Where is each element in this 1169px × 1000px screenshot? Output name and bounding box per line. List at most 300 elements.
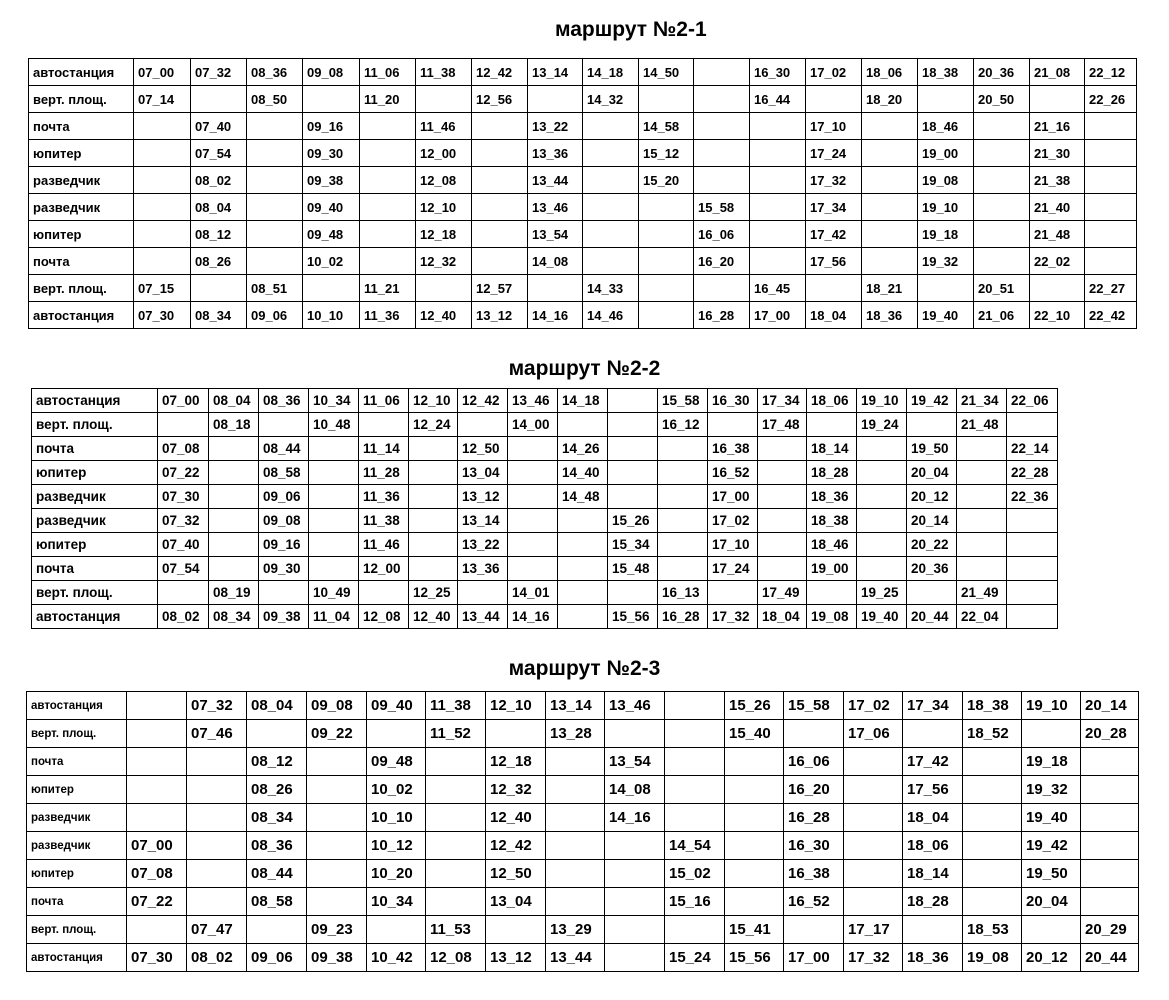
departure-time: 12_18 [486,748,546,776]
stop-name: автостанция [29,59,134,86]
departure-time [957,533,1007,557]
departure-time: 12_00 [359,557,409,581]
departure-time: 16_20 [784,776,844,804]
departure-time: 22_06 [1007,389,1058,413]
departure-time: 10_34 [367,888,426,916]
departure-time [583,221,639,248]
departure-time: 21_48 [957,413,1007,437]
departure-time: 17_17 [844,916,903,944]
departure-time: 13_14 [458,509,508,533]
departure-time: 20_36 [974,59,1030,86]
departure-time [957,485,1007,509]
departure-time: 07_22 [158,461,209,485]
departure-time [307,832,367,860]
departure-time [259,581,309,605]
departure-time [247,113,303,140]
departure-time [209,437,259,461]
departure-time: 12_10 [409,389,458,413]
departure-time: 08_12 [247,748,307,776]
departure-time [472,194,528,221]
departure-time [758,485,807,509]
stop-name: автостанция [27,944,127,972]
departure-time [307,804,367,832]
departure-time [974,113,1030,140]
departure-time [758,557,807,581]
departure-time: 18_28 [807,461,857,485]
departure-time [247,720,307,748]
departure-time [1030,275,1085,302]
departure-time: 16_30 [708,389,758,413]
departure-time: 19_50 [1022,860,1081,888]
departure-time [1081,860,1139,888]
departure-time [558,533,608,557]
departure-time: 17_02 [806,59,862,86]
departure-time: 16_12 [658,413,708,437]
departure-time: 18_04 [806,302,862,329]
departure-time [963,776,1022,804]
departure-time: 14_33 [583,275,639,302]
departure-time [247,167,303,194]
departure-time: 18_06 [903,832,963,860]
stop-name: разведчик [29,167,134,194]
departure-time: 13_36 [458,557,508,581]
departure-time: 12_42 [458,389,508,413]
departure-time: 18_46 [918,113,974,140]
departure-time [546,832,605,860]
departure-time [528,275,583,302]
departure-time [309,461,359,485]
departure-time: 20_44 [907,605,957,629]
departure-time [458,413,508,437]
departure-time [694,167,750,194]
departure-time [862,248,918,275]
departure-time: 21_38 [1030,167,1085,194]
departure-time: 22_14 [1007,437,1058,461]
departure-time: 16_06 [784,748,844,776]
schedule-row [27,720,1139,748]
departure-time: 17_42 [806,221,862,248]
departure-time: 19_42 [907,389,957,413]
departure-time [903,916,963,944]
departure-time: 20_12 [1022,944,1081,972]
departure-time [658,509,708,533]
schedule-row [27,888,1139,916]
departure-time: 11_38 [416,59,472,86]
stop-name: автостанция [32,605,158,629]
departure-time: 15_56 [725,944,784,972]
departure-time: 18_52 [963,720,1022,748]
departure-time: 13_12 [486,944,546,972]
departure-time: 17_56 [903,776,963,804]
departure-time: 21_30 [1030,140,1085,167]
departure-time [694,275,750,302]
schedule-row [29,86,1137,113]
departure-time [608,389,658,413]
departure-time: 12_40 [416,302,472,329]
departure-time [807,413,857,437]
departure-time: 19_32 [918,248,974,275]
schedule-table-route-2-2 [31,388,1058,629]
departure-time: 22_10 [1030,302,1085,329]
departure-time [558,605,608,629]
departure-time: 14_16 [605,804,665,832]
departure-time: 21_48 [1030,221,1085,248]
departure-time [583,248,639,275]
departure-time: 19_18 [918,221,974,248]
departure-time: 20_14 [907,509,957,533]
departure-time [134,140,191,167]
departure-time: 08_58 [259,461,309,485]
departure-time: 19_50 [907,437,957,461]
departure-time: 14_00 [508,413,558,437]
departure-time: 22_26 [1085,86,1137,113]
departure-time: 08_34 [209,605,259,629]
stop-name: разведчик [27,832,127,860]
departure-time [1085,248,1137,275]
departure-time: 15_16 [665,888,725,916]
departure-time [134,113,191,140]
departure-time: 08_02 [158,605,209,629]
departure-time [784,720,844,748]
stop-name: автостанция [27,692,127,720]
departure-time [957,461,1007,485]
departure-time: 22_27 [1085,275,1137,302]
stop-name: юпитер [32,533,158,557]
departure-time: 16_52 [708,461,758,485]
departure-time [857,461,907,485]
departure-time: 09_38 [303,167,360,194]
departure-time: 12_08 [359,605,409,629]
departure-time: 16_30 [784,832,844,860]
departure-time [957,509,1007,533]
stop-name: юпитер [29,140,134,167]
departure-time [1022,720,1081,748]
departure-time [134,248,191,275]
stop-name: почта [32,437,158,461]
departure-time [844,776,903,804]
departure-time [750,140,806,167]
departure-time: 07_08 [158,437,209,461]
departure-time: 11_06 [360,59,416,86]
departure-time [639,221,694,248]
stop-name: автостанция [32,389,158,413]
departure-time: 09_23 [307,916,367,944]
departure-time [750,167,806,194]
departure-time: 19_08 [807,605,857,629]
departure-time [472,167,528,194]
departure-time: 19_18 [1022,748,1081,776]
departure-time [750,113,806,140]
departure-time [508,437,558,461]
departure-time: 16_06 [694,221,750,248]
departure-time: 10_10 [303,302,360,329]
departure-time: 07_54 [158,557,209,581]
departure-time: 09_08 [303,59,360,86]
departure-time: 08_34 [191,302,247,329]
departure-time: 17_02 [844,692,903,720]
departure-time [1081,832,1139,860]
departure-time [907,413,957,437]
departure-time: 10_42 [367,944,426,972]
departure-time [605,916,665,944]
departure-time [862,113,918,140]
departure-time: 08_26 [191,248,247,275]
departure-time: 08_34 [247,804,307,832]
departure-time [907,581,957,605]
departure-time [665,720,725,748]
departure-time [844,832,903,860]
departure-time [725,888,784,916]
departure-time: 17_10 [708,533,758,557]
departure-time [309,533,359,557]
departure-time: 11_36 [360,302,416,329]
departure-time: 15_58 [694,194,750,221]
departure-time [247,248,303,275]
departure-time: 14_50 [639,59,694,86]
departure-time: 10_12 [367,832,426,860]
departure-time: 22_28 [1007,461,1058,485]
departure-time: 08_12 [191,221,247,248]
departure-time [360,113,416,140]
departure-time: 17_32 [806,167,862,194]
departure-time: 17_00 [750,302,806,329]
departure-time: 20_29 [1081,916,1139,944]
departure-time: 13_22 [458,533,508,557]
departure-time: 13_14 [528,59,583,86]
departure-time: 07_32 [158,509,209,533]
departure-time [857,437,907,461]
departure-time [458,581,508,605]
departure-time: 10_02 [303,248,360,275]
departure-time: 21_49 [957,581,1007,605]
departure-time: 16_38 [708,437,758,461]
departure-time [806,275,862,302]
departure-time [426,860,486,888]
departure-time [486,916,546,944]
departure-time: 09_40 [367,692,426,720]
departure-time: 09_06 [259,485,309,509]
departure-time [508,461,558,485]
departure-time: 15_02 [665,860,725,888]
departure-time [409,461,458,485]
departure-time [583,113,639,140]
departure-time: 19_24 [857,413,907,437]
departure-time: 14_40 [558,461,608,485]
departure-time [409,557,458,581]
departure-time [209,533,259,557]
departure-time: 18_53 [963,916,1022,944]
departure-time: 09_48 [303,221,360,248]
departure-time: 12_25 [409,581,458,605]
schedule-row [32,605,1058,629]
departure-time: 12_24 [409,413,458,437]
departure-time: 19_10 [857,389,907,413]
departure-time: 21_40 [1030,194,1085,221]
departure-time [1081,804,1139,832]
departure-time: 18_04 [758,605,807,629]
departure-time [1081,776,1139,804]
departure-time [558,509,608,533]
departure-time: 08_51 [247,275,303,302]
departure-time: 15_56 [608,605,658,629]
schedule-row [29,275,1137,302]
departure-time: 13_54 [605,748,665,776]
departure-time [665,692,725,720]
departure-time [974,248,1030,275]
departure-time [639,302,694,329]
departure-time: 19_32 [1022,776,1081,804]
departure-time [957,437,1007,461]
stop-name: юпитер [27,776,127,804]
schedule-row [32,485,1058,509]
departure-time: 13_44 [458,605,508,629]
departure-time: 17_00 [708,485,758,509]
departure-time [416,275,472,302]
departure-time: 12_08 [426,944,486,972]
departure-time [963,888,1022,916]
stop-name: верт. площ. [29,86,134,113]
departure-time [974,167,1030,194]
departure-time [918,86,974,113]
departure-time: 13_28 [546,720,605,748]
departure-time: 10_34 [309,389,359,413]
schedule-row [27,804,1139,832]
departure-time [583,194,639,221]
departure-time: 17_32 [844,944,903,972]
departure-time [1007,413,1058,437]
departure-time [209,509,259,533]
departure-time: 14_08 [528,248,583,275]
departure-time: 09_38 [259,605,309,629]
departure-time: 20_04 [1022,888,1081,916]
departure-time: 20_28 [1081,720,1139,748]
departure-time: 14_32 [583,86,639,113]
departure-time: 16_28 [694,302,750,329]
departure-time: 14_54 [665,832,725,860]
departure-time: 12_57 [472,275,528,302]
departure-time: 22_42 [1085,302,1137,329]
departure-time [158,581,209,605]
departure-time: 20_44 [1081,944,1139,972]
departure-time: 11_36 [359,485,409,509]
departure-time [307,888,367,916]
departure-time: 07_47 [187,916,247,944]
departure-time [546,748,605,776]
departure-time [963,832,1022,860]
departure-time: 17_34 [758,389,807,413]
departure-time [862,221,918,248]
schedule-row [27,748,1139,776]
departure-time [639,194,694,221]
departure-time [844,888,903,916]
departure-time [1085,140,1137,167]
departure-time: 07_32 [191,59,247,86]
departure-time: 22_02 [1030,248,1085,275]
departure-time [725,748,784,776]
departure-time: 08_36 [247,832,307,860]
schedule-row [27,692,1139,720]
departure-time [187,832,247,860]
departure-time: 15_40 [725,720,784,748]
departure-time: 12_40 [409,605,458,629]
departure-time [862,167,918,194]
departure-time: 11_14 [359,437,409,461]
departure-time: 16_30 [750,59,806,86]
route-title: маршрут №2-3 [508,657,661,680]
departure-time: 11_28 [359,461,409,485]
departure-time [694,140,750,167]
departure-time [725,832,784,860]
departure-time: 12_42 [472,59,528,86]
departure-time: 13_22 [528,113,583,140]
departure-time [134,194,191,221]
departure-time [426,804,486,832]
departure-time [247,194,303,221]
departure-time: 16_13 [658,581,708,605]
departure-time: 19_40 [918,302,974,329]
departure-time [1085,194,1137,221]
departure-time: 12_00 [416,140,472,167]
departure-time: 21_06 [974,302,1030,329]
departure-time: 09_06 [247,944,307,972]
departure-time: 14_18 [583,59,639,86]
departure-time: 11_38 [359,509,409,533]
departure-time [508,509,558,533]
departure-time [639,86,694,113]
departure-time: 18_20 [862,86,918,113]
departure-time: 08_04 [209,389,259,413]
schedule-row [29,140,1137,167]
departure-time: 07_22 [127,888,187,916]
departure-time: 11_04 [309,605,359,629]
departure-time [857,509,907,533]
departure-time [409,437,458,461]
stop-name: разведчик [32,509,158,533]
departure-time: 17_34 [903,692,963,720]
departure-time: 08_04 [191,194,247,221]
departure-time: 13_29 [546,916,605,944]
departure-time: 14_26 [558,437,608,461]
departure-time [605,888,665,916]
departure-time: 17_56 [806,248,862,275]
departure-time: 14_01 [508,581,558,605]
departure-time [665,916,725,944]
schedule-row [32,557,1058,581]
departure-time: 13_04 [458,461,508,485]
stop-name: почта [27,888,127,916]
departure-time: 09_30 [259,557,309,581]
departure-time: 15_20 [639,167,694,194]
departure-time: 12_08 [416,167,472,194]
departure-time: 09_06 [247,302,303,329]
schedule-row [29,167,1137,194]
departure-time [558,557,608,581]
schedule-row [29,59,1137,86]
departure-time [725,860,784,888]
departure-time: 08_58 [247,888,307,916]
departure-time [608,437,658,461]
departure-time: 21_34 [957,389,1007,413]
departure-time [639,248,694,275]
departure-time [359,413,409,437]
departure-time [605,944,665,972]
departure-time [309,509,359,533]
schedule-row [27,832,1139,860]
departure-time: 16_28 [658,605,708,629]
departure-time: 19_40 [1022,804,1081,832]
departure-time: 07_14 [134,86,191,113]
departure-time [546,776,605,804]
